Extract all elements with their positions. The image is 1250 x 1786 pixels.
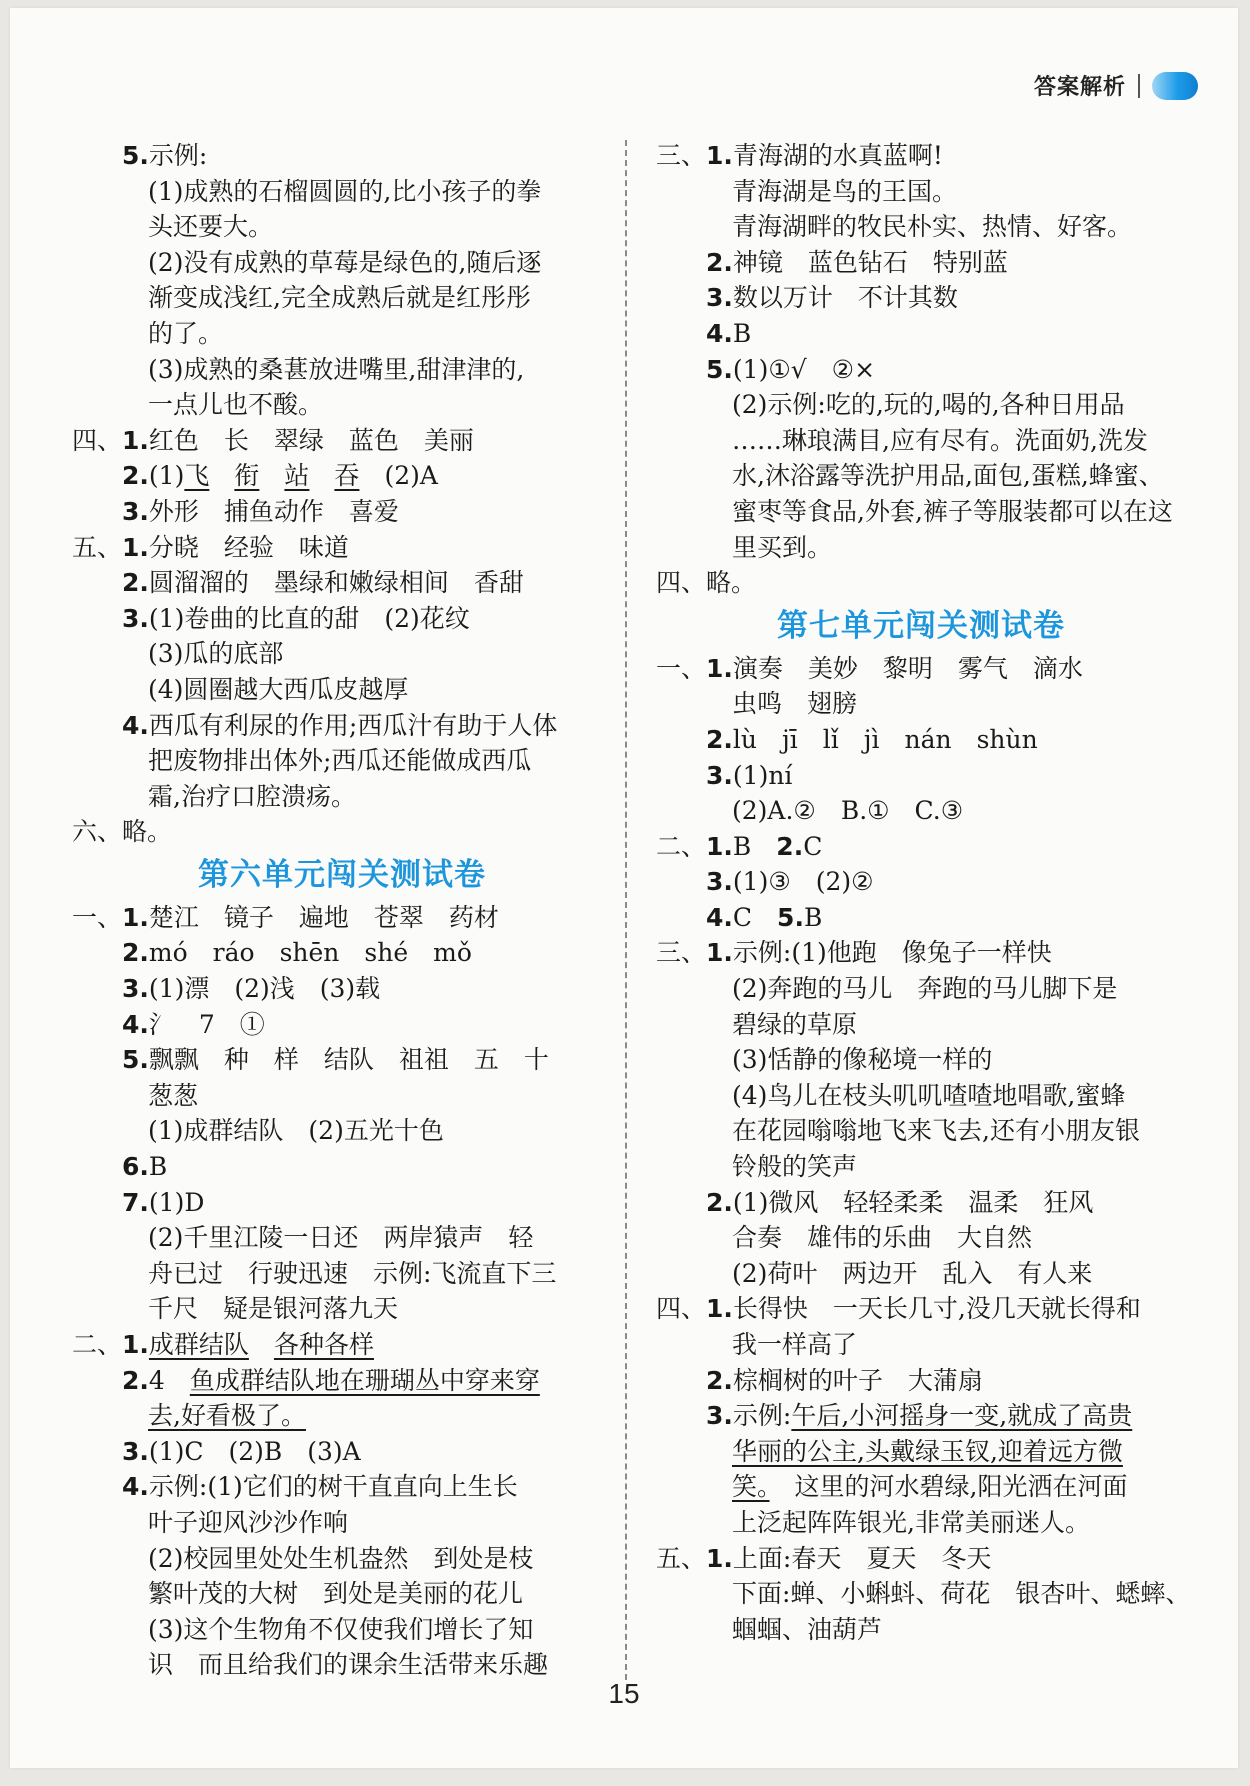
answer-line: [72, 1505, 612, 1541]
item-number: 1.: [706, 831, 733, 861]
answer-item: [72, 1185, 612, 1221]
answer-text: 舟已过 行驶迅速 示例:飞流直下三: [148, 1258, 557, 1288]
answer-line: [656, 1434, 1186, 1470]
answer-text: 分晓 经验 味道: [148, 532, 349, 562]
answer-text: (1)微风 轻轻柔柔 温柔 狂风: [732, 1187, 1094, 1217]
answer-line: [72, 1220, 612, 1256]
answer-line: [72, 280, 612, 316]
section-marker: 四、: [72, 425, 123, 455]
section-marker: 六、略。: [72, 817, 173, 847]
answer-text: 圆溜溜的 墨绿和嫩绿相间 香甜: [148, 568, 524, 598]
answer-text: (2)奔跑的马儿 奔跑的马儿脚下是: [732, 974, 1118, 1004]
answer-item: [72, 814, 612, 850]
answer-text: (4)鸟儿在枝头叽叽喳喳地唱歌,蜜蜂: [732, 1080, 1126, 1110]
answer-text: (1)成群结队 (2)五光十色: [148, 1116, 444, 1146]
answer-text: B: [148, 1152, 168, 1182]
answer-text: ……琳琅满目,应有尽有。洗面奶,洗发: [732, 425, 1148, 455]
item-number: 1.: [122, 1330, 149, 1359]
answer-text: (2)A: [359, 461, 438, 491]
answer-page: [10, 8, 1238, 1768]
header-divider: [1138, 74, 1140, 98]
answer-text: 青海湖畔的牧民朴实、热情、好客。: [732, 212, 1133, 242]
answer-line: [72, 1078, 612, 1114]
answer-text: (3)恬静的像秘境一样的: [732, 1045, 993, 1075]
answer-text: B: [803, 902, 823, 932]
answer-line: [656, 1327, 1186, 1363]
underlined-text: 笑。: [732, 1472, 770, 1502]
answer-text: (1)D: [148, 1187, 205, 1217]
answer-text: 示例:(1)它们的树干直直向上生长: [148, 1472, 518, 1502]
answer-line: [656, 1113, 1186, 1149]
item-number: 2.: [706, 247, 733, 277]
answer-line: [656, 793, 1186, 829]
item-number: 3.: [122, 974, 149, 1004]
answer-text: 渐变成浅红,完全成熟后就是红彤彤: [148, 283, 531, 313]
answer-item: [656, 565, 1186, 601]
answer-item: [72, 530, 612, 566]
answer-text: 的了。: [148, 318, 224, 348]
answer-text: 我一样高了: [732, 1330, 858, 1359]
item-number: 5.: [122, 141, 149, 170]
section-marker: 五、: [656, 1543, 707, 1573]
section-marker: 一、: [656, 653, 707, 683]
answer-text: 青海湖是鸟的王国。: [732, 176, 958, 206]
item-number: 2.: [122, 568, 149, 598]
answer-line: [656, 423, 1186, 459]
answer-text: 下面:蝉、小蝌蚪、荷花 银杏叶、蟋蟀、: [732, 1579, 1191, 1609]
answer-text: (1): [148, 461, 185, 491]
item-number: 2.: [122, 938, 149, 968]
section-marker: 一、: [72, 902, 123, 932]
item-number: 5.: [122, 1045, 149, 1075]
answer-line: [72, 1576, 612, 1612]
answer-text: (2)A.② B.① C.③: [732, 796, 964, 826]
answer-text: 示例:: [148, 141, 208, 170]
answer-text: 头还要大。: [148, 212, 274, 242]
answer-text: B: [732, 318, 752, 348]
answer-line: [72, 1398, 612, 1434]
answer-text: (1)漂 (2)浅 (3)载: [148, 974, 381, 1004]
answer-line: [72, 209, 612, 245]
answer-text: 一点儿也不酸。: [148, 390, 324, 420]
item-number: 3.: [706, 1401, 733, 1431]
answer-text: 葱葱: [148, 1080, 199, 1110]
answer-item: [656, 352, 1186, 388]
answer-text: mó ráo shēn shé mǒ: [148, 938, 472, 968]
section-marker: 三、: [656, 938, 707, 968]
answer-item: [656, 935, 1186, 971]
answer-text: 碧绿的草原: [732, 1009, 858, 1039]
answer-line: [72, 174, 612, 210]
answer-text: 氵 7 ①: [148, 1009, 265, 1039]
answer-item: [72, 423, 612, 459]
answer-item: [72, 494, 612, 530]
left-column: [72, 138, 612, 1683]
answer-text: 里买到。: [732, 532, 833, 562]
answer-item: [656, 316, 1186, 352]
item-number: 1.: [122, 532, 149, 562]
answer-text: 演奏 美妙 黎明 雾气 滴水: [732, 653, 1083, 683]
item-number: 2.: [122, 461, 149, 491]
section-marker: 五、: [72, 532, 123, 562]
item-number: 4.: [706, 318, 733, 348]
answer-text: (2)校园里处处生机盎然 到处是枝: [148, 1543, 534, 1573]
underlined-text: 飞: [184, 461, 210, 491]
underlined-text: 华丽的公主,头戴绿玉钗,迎着远方微: [732, 1436, 1123, 1466]
answer-item: [72, 971, 612, 1007]
item-number: 1.: [706, 653, 733, 683]
answer-line: [656, 1256, 1186, 1292]
page-header: [1034, 70, 1198, 101]
answer-text: 识 而且给我们的课余生活带来乐趣: [148, 1650, 549, 1680]
item-number: 1.: [706, 141, 733, 170]
answer-text: B: [732, 831, 777, 861]
answer-line: [656, 494, 1186, 530]
item-number: 4.: [122, 1009, 149, 1039]
underlined-text: 午后,小河摇身一变,就成了高贵: [791, 1401, 1133, 1431]
item-number: 4.: [122, 1472, 149, 1502]
item-number: 3.: [706, 760, 733, 790]
answer-line: [72, 352, 612, 388]
answer-text: (2)荷叶 两边开 乱入 有人来: [732, 1258, 1093, 1288]
answer-text: 西瓜有利尿的作用;西瓜汁有助于人体: [148, 710, 558, 740]
item-number: 2.: [706, 1365, 733, 1395]
answer-line: [72, 1113, 612, 1149]
answer-item: [656, 1291, 1186, 1327]
answer-text: 蝈蝈、油葫芦: [732, 1614, 883, 1644]
header-label: 答案解析: [1033, 75, 1126, 100]
item-number: 6.: [122, 1152, 149, 1182]
answer-line: [72, 1256, 612, 1292]
underlined-text: 去,好看极了。: [148, 1401, 306, 1431]
answer-item: [72, 138, 612, 174]
section-marker: 四、: [656, 1294, 707, 1324]
item-number: 3.: [122, 496, 149, 526]
answer-item: [72, 1327, 612, 1363]
answer-text: (1)ní: [732, 760, 793, 790]
answer-text: [309, 461, 334, 490]
section-marker: 四、略。: [656, 568, 757, 598]
answer-text: 示例:: [732, 1401, 792, 1431]
answer-item: [656, 829, 1186, 865]
answer-item: [72, 900, 612, 936]
answer-line: [656, 1612, 1186, 1648]
answer-text: [209, 461, 234, 490]
answer-text: (1)①√ ②×: [732, 354, 876, 384]
answer-text: 上泛起阵阵银光,非常美丽迷人。: [732, 1507, 1090, 1537]
answer-line: [72, 1291, 612, 1327]
answer-line: [656, 387, 1186, 423]
answer-text: 棕榈树的叶子 大蒲扇: [732, 1365, 983, 1395]
item-number: 3.: [122, 1436, 149, 1466]
item-number: 3.: [122, 603, 149, 633]
answer-line: [656, 1042, 1186, 1078]
answer-text: 楚江 镜子 遍地 苍翠 药材: [148, 902, 499, 932]
item-number: 4.: [122, 710, 149, 740]
answer-item: [656, 1541, 1186, 1577]
answer-text: lù jī lǐ jì nán shùn: [732, 724, 1038, 754]
answer-line: [656, 1149, 1186, 1185]
item-number: 1.: [706, 938, 733, 968]
answer-item: [72, 708, 612, 744]
answer-text: (3)成熟的桑葚放进嘴里,甜津津的,: [148, 354, 525, 384]
answer-line: [656, 686, 1186, 722]
item-number: 2.: [122, 1365, 149, 1395]
item-number: 5.: [777, 902, 804, 932]
section-marker: 二、: [656, 831, 707, 861]
answer-text: 在花园嗡嗡地飞来飞去,还有小朋友银: [732, 1116, 1140, 1146]
answer-line: [72, 245, 612, 281]
answer-line: [656, 1469, 1186, 1505]
answer-text: 这里的河水碧绿,阳光洒在河面: [769, 1472, 1128, 1502]
item-number: 3.: [706, 283, 733, 313]
answer-item: [72, 1149, 612, 1185]
answer-line: [72, 636, 612, 672]
item-number: 1.: [122, 425, 149, 455]
answer-text: 千尺 疑是银河落九天: [148, 1294, 399, 1324]
answer-line: [72, 1612, 612, 1648]
item-number: 2.: [706, 1187, 733, 1217]
answer-text: 飘飘 种 样 结队 祖祖 五 十: [148, 1045, 549, 1075]
answer-text: 4: [148, 1365, 190, 1395]
answer-text: 数以万计 不计其数: [732, 283, 958, 313]
item-number: 3.: [706, 867, 733, 897]
answer-text: [249, 1330, 274, 1359]
answer-item: [656, 1185, 1186, 1221]
item-number: 2.: [706, 724, 733, 754]
underlined-text: 站: [284, 461, 310, 491]
answer-item: [72, 1007, 612, 1043]
underlined-text: 鱼成群结队地在珊瑚丛中穿来穿: [189, 1365, 540, 1395]
answer-text: 叶子迎风沙沙作响: [148, 1507, 349, 1537]
item-number: 1.: [122, 902, 149, 932]
answer-line: [72, 672, 612, 708]
answer-line: [656, 1078, 1186, 1114]
answer-item: [656, 651, 1186, 687]
answer-text: 合奏 雄伟的乐曲 大自然: [732, 1223, 1033, 1253]
underlined-text: 吞: [334, 461, 360, 491]
item-number: 5.: [706, 354, 733, 384]
answer-text: 上面:春天 夏天 冬天: [732, 1543, 992, 1573]
answer-line: [656, 1007, 1186, 1043]
answer-text: 繁叶茂的大树 到处是美丽的花儿: [148, 1579, 524, 1609]
answer-text: 红色 长 翠绿 蓝色 美丽: [148, 425, 474, 455]
answer-item: [656, 864, 1186, 900]
answer-line: [656, 1505, 1186, 1541]
answer-line: [656, 209, 1186, 245]
section-marker: 二、: [72, 1330, 123, 1359]
answer-item: [656, 758, 1186, 794]
answer-text: (1)成熟的石榴圆圆的,比小孩子的拳: [148, 176, 542, 206]
answer-text: 蜜枣等食品,外套,裤子等服装都可以在这: [732, 496, 1173, 526]
answer-text: 示例:(1)他跑 像兔子一样快: [732, 938, 1052, 968]
item-number: 1.: [706, 1294, 733, 1324]
answer-text: 霜,治疗口腔溃疡。: [148, 781, 356, 811]
answer-item: [72, 601, 612, 637]
section-title: 第七单元闯关测试卷: [777, 607, 1065, 644]
answer-item: [72, 1363, 612, 1399]
answer-text: [259, 461, 284, 490]
answer-item: [656, 1363, 1186, 1399]
answer-text: (2)千里江陵一日还 两岸猿声 轻: [148, 1223, 534, 1253]
answer-line: [72, 1541, 612, 1577]
answer-text: (2)示例:吃的,玩的,喝的,各种日用品: [732, 390, 1125, 420]
answer-item: [72, 1469, 612, 1505]
answer-item: [72, 1042, 612, 1078]
answer-text: (3)这个生物角不仅使我们增长了知: [148, 1614, 534, 1644]
item-number: 4.: [706, 902, 733, 932]
answer-text: C: [803, 831, 823, 861]
answer-item: [656, 1398, 1186, 1434]
answer-line: [72, 743, 612, 779]
answer-text: 把废物排出体外;西瓜还能做成西瓜: [148, 746, 532, 776]
item-number: 2.: [776, 831, 804, 861]
answer-line: [656, 1220, 1186, 1256]
column-divider: [625, 140, 627, 1680]
answer-text: (4)圆圈越大西瓜皮越厚: [148, 674, 409, 704]
answer-line: [656, 530, 1186, 566]
answer-text: (3)瓜的底部: [148, 639, 284, 669]
answer-line: [656, 1576, 1191, 1612]
section-title: 第六单元闯关测试卷: [198, 856, 486, 893]
underlined-text: 衔: [234, 461, 260, 491]
page-number: 15: [608, 1678, 640, 1709]
answer-item: [72, 935, 612, 971]
answer-text: 外形 捕鱼动作 喜爱: [148, 496, 399, 526]
header-badge-icon: [1152, 72, 1198, 100]
answer-text: 神镜 蓝色钻石 特别蓝: [732, 247, 1008, 277]
answer-line: [656, 971, 1186, 1007]
answer-line: [72, 779, 612, 815]
answer-text: C: [732, 902, 778, 932]
answer-line: [72, 316, 612, 352]
answer-text: 虫鸣 翅膀: [732, 689, 858, 719]
underlined-text: 成群结队: [148, 1330, 249, 1359]
answer-text: 青海湖的水真蓝啊!: [732, 141, 943, 170]
answer-item: [656, 138, 1186, 174]
answer-item: [656, 245, 1186, 281]
answer-item: [656, 722, 1186, 758]
right-column: [656, 138, 1191, 1647]
item-number: 7.: [122, 1187, 149, 1217]
answer-text: 水,沐浴露等洗护用品,面包,蛋糕,蜂蜜、: [732, 461, 1164, 491]
answer-text: 长得快 一天长几寸,没几天就长得和: [732, 1294, 1141, 1324]
answer-item: [72, 1434, 612, 1470]
section-marker: 三、: [656, 141, 707, 170]
underlined-text: 各种各样: [273, 1330, 374, 1359]
answer-text: (1)卷曲的比直的甜 (2)花纹: [148, 603, 470, 633]
answer-text: (1)C (2)B (3)A: [148, 1436, 361, 1466]
answer-line: [656, 174, 1186, 210]
answer-item: [72, 565, 612, 601]
item-number: 1.: [706, 1543, 733, 1573]
answer-item: [656, 900, 1186, 936]
answer-item: [72, 458, 612, 494]
answer-text: (2)没有成熟的草莓是绿色的,随后逐: [148, 247, 542, 277]
answer-text: (1)③ (2)②: [732, 867, 874, 897]
answer-item: [656, 280, 1186, 316]
answer-line: [656, 458, 1186, 494]
answer-line: [72, 387, 612, 423]
answer-text: 铃般的笑声: [732, 1152, 858, 1182]
